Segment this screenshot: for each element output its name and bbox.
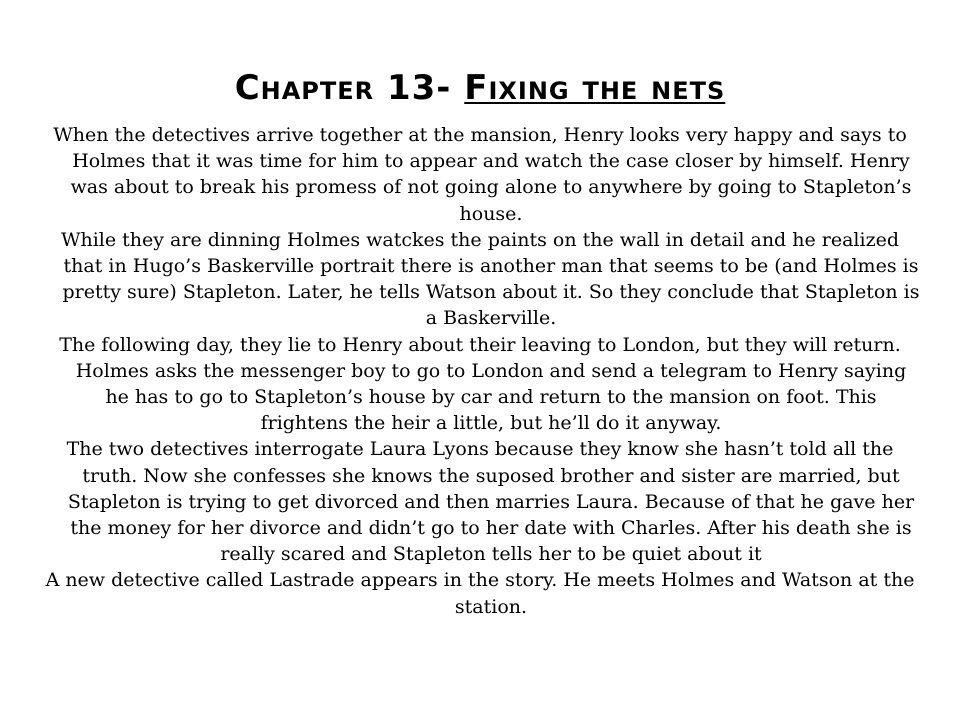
slide-title: [0, 68, 960, 108]
title-underlined: Fixing the nets: [464, 68, 726, 108]
body-text: [40, 122, 920, 620]
title-prefix: Chapter 13-: [234, 68, 465, 108]
paragraph-arrival: When the detectives arrive together at the mansion, Henry looks very happy and says to Holmes that it was time for him to appear and watch the case closer by himself. Henry was about to break his promess of not going alone to anywhere by going to Stapleton’s house.: [53, 124, 912, 225]
paragraph-lastrade: A new detective called Lastrade appears in the story. He meets Holmes and Watson at the station.: [45, 569, 915, 618]
paragraph-laura-lyons: The two detectives interrogate Laura Lyons because they know she hasn’t told all the truth. Now she confesses she knows the suposed brother and sister are married, but Stapleton is trying to get divorced and then marries Laura. Because of that he gave her the money for her divorce and didn’t go to her date with Charles. After his death she is really scared and Stapleton tells her to be quiet about it: [66, 438, 915, 566]
paragraph-portrait: While they are dinning Holmes watckes the paints on the wall in detail and he realized that in Hugo’s Baskerville portrait there is another man that seems to be (and Holmes is pretty sure) Stapleton. Later, he tells Watson about it. So they conclude that Stapleton is a Baskerville.: [60, 228, 920, 330]
paragraph-telegram: The following day, they lie to Henry about their leaving to London, but they will return. Holmes asks the messenger boy to go to London and send a telegram to Henry saying he has to go to Stapleton’s house by car and return to the mansion on foot. This frightens the heir a little, but he’ll do it anyway.: [59, 333, 907, 435]
